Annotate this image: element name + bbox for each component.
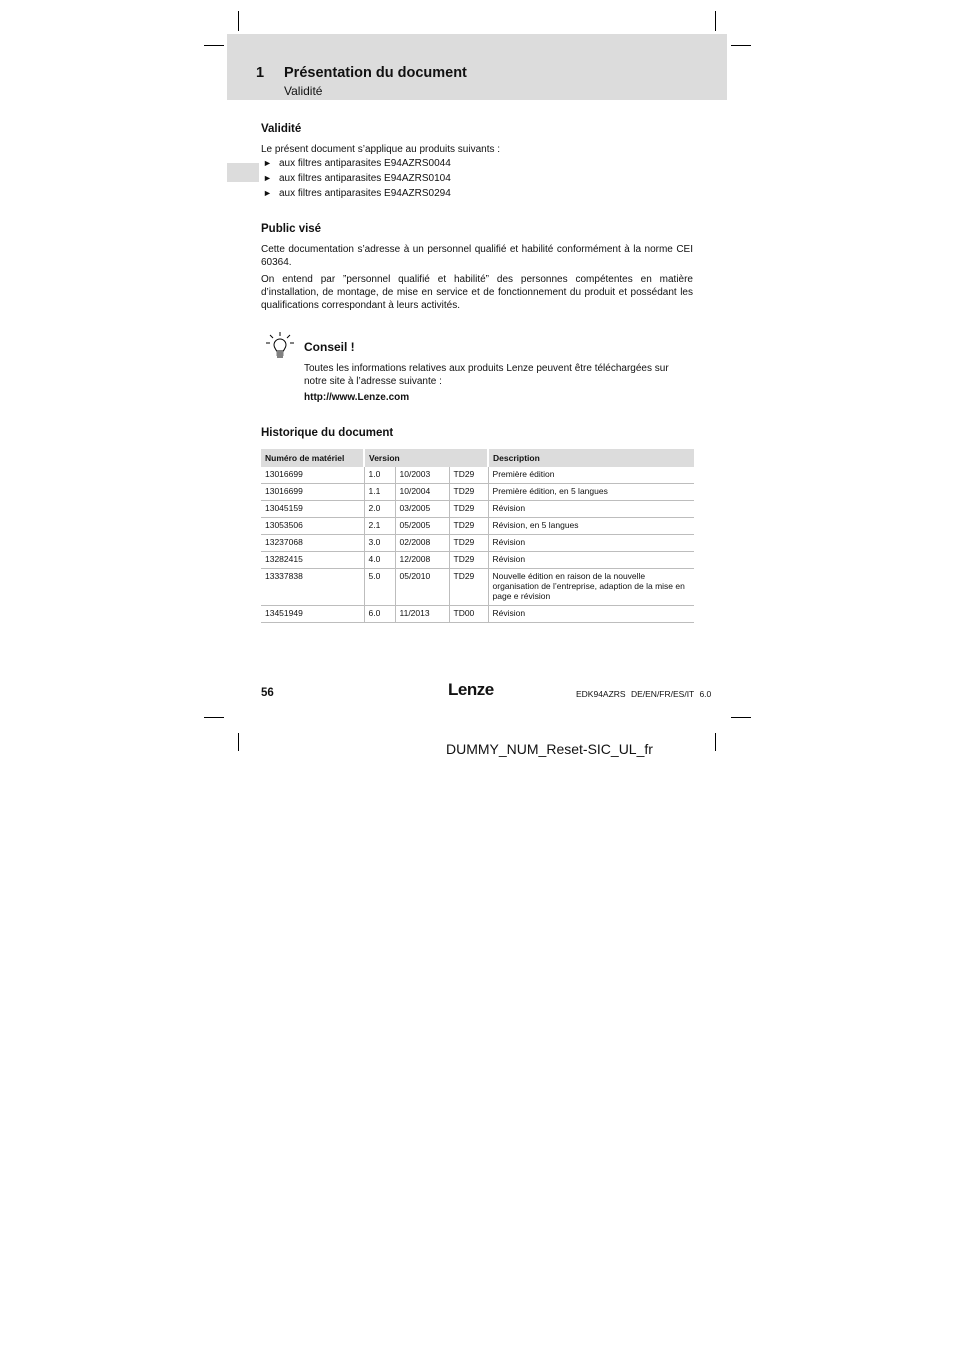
audience-paragraph-2: On entend par ”personnel qualifié et habilité” des personnes compétentes en matière d’installation, de montage, de mise en service et de fonctionnement du produit et possédant les qualifications correspondant à leurs activités. [261, 274, 693, 311]
crop-mark [238, 11, 239, 31]
cell-code: TD29 [449, 484, 488, 501]
cell-date: 05/2010 [395, 569, 449, 606]
page-number: 56 [261, 687, 274, 699]
table-row [261, 535, 694, 552]
cell-date: 10/2004 [395, 484, 449, 501]
list-item: ► aux filtres antiparasites E94AZRS0044 [263, 158, 451, 169]
document-reference: EDK94AZRS DE/EN/FR/ES/IT 6.0 [576, 689, 712, 699]
audience-paragraph-1: Cette documentation s’adresse à un personnel qualifié et habilité conformément à la norme CEI 60364. [261, 244, 693, 268]
cell-material: 13045159 [261, 501, 364, 518]
cell-version: 4.0 [364, 552, 395, 569]
history-heading: Historique du document [261, 427, 394, 439]
arrow-right-icon: ► [263, 173, 272, 183]
cell-version: 5.0 [364, 569, 395, 606]
cell-date: 02/2008 [395, 535, 449, 552]
cell-code: TD29 [449, 552, 488, 569]
history-table [261, 449, 694, 623]
list-item: ► aux filtres antiparasites E94AZRS0104 [263, 173, 451, 184]
arrow-right-icon: ► [263, 158, 272, 168]
crop-mark [715, 733, 716, 751]
cell-date: 11/2013 [395, 606, 449, 623]
cell-description: Révision [488, 501, 694, 518]
cell-version: 1.0 [364, 467, 395, 484]
cell-material: 13451949 [261, 606, 364, 623]
cell-material: 13053506 [261, 518, 364, 535]
cell-version: 1.1 [364, 484, 395, 501]
side-tab-marker [227, 163, 259, 182]
cell-material: 13282415 [261, 552, 364, 569]
cell-description: Première édition, en 5 langues [488, 484, 694, 501]
bottom-label: DUMMY_NUM_Reset-SIC_UL_fr [446, 741, 653, 757]
crop-mark [204, 45, 224, 46]
cell-description: Révision, en 5 langues [488, 518, 694, 535]
lenze-website-link[interactable]: http://www.Lenze.com [304, 392, 410, 403]
cell-date: 05/2005 [395, 518, 449, 535]
crop-mark [731, 45, 751, 46]
table-row [261, 501, 694, 518]
chapter-title: Présentation du document [284, 65, 467, 81]
cell-description: Première édition [488, 467, 694, 484]
cell-code: TD00 [449, 606, 488, 623]
cell-version: 3.0 [364, 535, 395, 552]
cell-description: Révision [488, 606, 694, 623]
lightbulb-icon [264, 331, 296, 361]
table-row [261, 467, 694, 484]
validity-heading: Validité [261, 123, 302, 135]
crop-mark [715, 11, 716, 31]
cell-description: Nouvelle édition en raison de la nouvelle organisation de l’entreprise, adaption de la mise en page e révision [488, 569, 694, 606]
cell-code: TD29 [449, 501, 488, 518]
cell-code: TD29 [449, 467, 488, 484]
cell-description: Révision [488, 535, 694, 552]
cell-material: 13016699 [261, 467, 364, 484]
table-row [261, 552, 694, 569]
cell-date: 03/2005 [395, 501, 449, 518]
cell-version: 2.0 [364, 501, 395, 518]
cell-material: 13237068 [261, 535, 364, 552]
column-header-description: Description [488, 449, 694, 467]
crop-mark [204, 717, 224, 718]
validity-intro: Le présent document s’applique au produits suivants : [261, 144, 501, 155]
chapter-subtitle: Validité [284, 84, 323, 98]
audience-heading: Public visé [261, 223, 322, 235]
column-header-material: Numéro de matériel [261, 449, 364, 467]
crop-mark [238, 733, 239, 751]
column-header-version: Version [364, 449, 488, 467]
cell-material: 13337838 [261, 569, 364, 606]
cell-version: 6.0 [364, 606, 395, 623]
cell-description: Révision [488, 552, 694, 569]
tip-title: Conseil ! [304, 340, 355, 354]
cell-code: TD29 [449, 569, 488, 606]
crop-mark [731, 717, 751, 718]
cell-code: TD29 [449, 518, 488, 535]
table-row [261, 606, 694, 623]
arrow-right-icon: ► [263, 188, 272, 198]
cell-material: 13016699 [261, 484, 364, 501]
cell-date: 10/2003 [395, 467, 449, 484]
chapter-number: 1 [256, 65, 265, 81]
cell-date: 12/2008 [395, 552, 449, 569]
table-header-row [261, 449, 694, 467]
table-row [261, 518, 694, 535]
table-row [261, 484, 694, 501]
list-item: ► aux filtres antiparasites E94AZRS0294 [263, 188, 451, 199]
cell-code: TD29 [449, 535, 488, 552]
cell-version: 2.1 [364, 518, 395, 535]
tip-text: Toutes les informations relatives aux produits Lenze peuvent être téléchargées sur notre site à l’adresse suivante : [304, 363, 669, 387]
lenze-logo: Lenze [448, 680, 494, 699]
table-row [261, 569, 694, 606]
